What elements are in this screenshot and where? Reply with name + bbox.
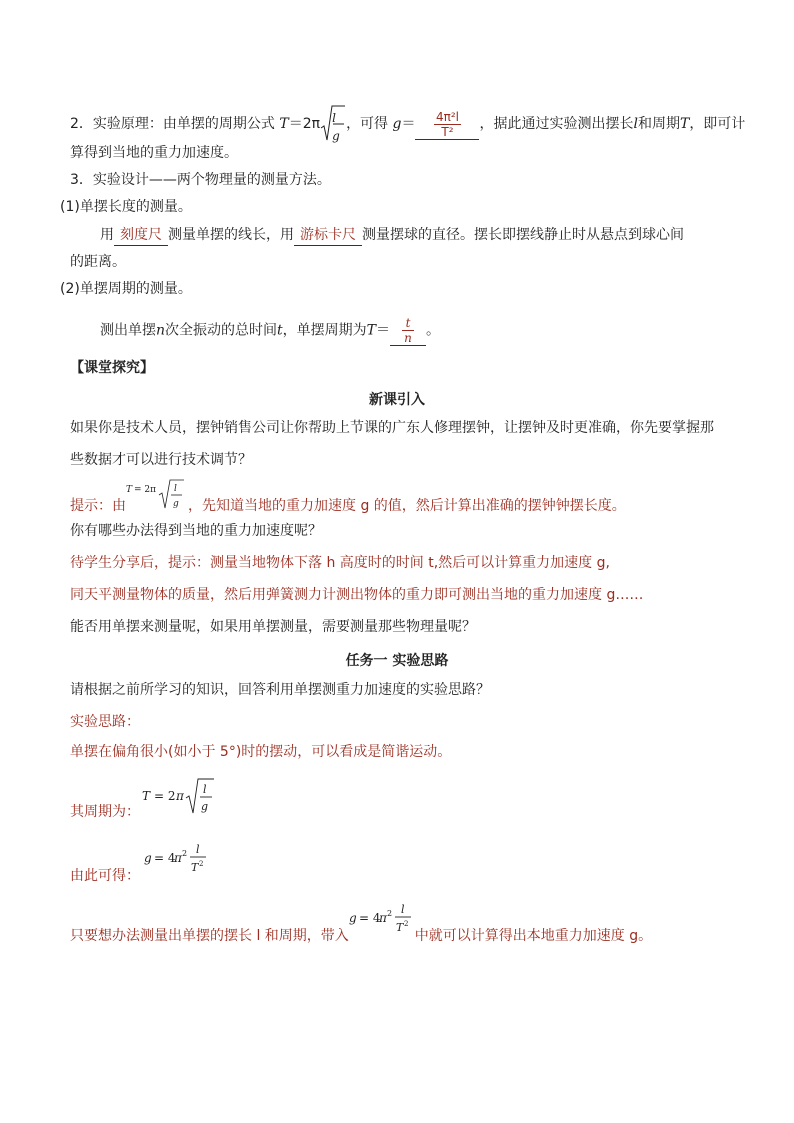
hint-line xyxy=(70,484,626,516)
text-end: 测量摆球的直径。摆长即摆线静止时从悬点到球心间 xyxy=(362,227,684,243)
intro-heading: 新课引入 xyxy=(369,392,425,408)
and-period: 和周期 xyxy=(637,116,680,132)
sqrt-den: g xyxy=(332,129,340,143)
frac-num: 4π²l xyxy=(435,109,459,124)
var-t: t xyxy=(277,322,283,339)
intro-question-line-2: 些数据才可以进行技术调节？ xyxy=(70,452,252,468)
equals: ＝ xyxy=(401,116,416,132)
middle-text: ，可得 xyxy=(346,116,389,132)
length-measure-title: (1)单摆长度的测量。 xyxy=(60,199,192,215)
derive-formula xyxy=(144,838,214,884)
design-heading: 3．实验设计——两个物理量的测量方法。 xyxy=(70,172,331,188)
text-start: 测出单摆 xyxy=(100,322,156,339)
equals2: ＝ xyxy=(376,322,391,339)
intro-question-line-1: 如果你是技术人员，摆钟销售公司让你帮助上节课的广东人修理摆钟，让摆钟及时更准确，你先要掌握那 xyxy=(70,420,714,436)
final-formula xyxy=(348,903,415,946)
derive-label: 由此可得： xyxy=(70,868,140,884)
var-T: T xyxy=(279,116,289,132)
period-label: 其周期为： xyxy=(70,804,140,820)
text-period-end: 。 xyxy=(426,322,441,339)
text-mid2: 次全振动的总时间 xyxy=(165,322,278,339)
svg-text:= 4: = 4 xyxy=(358,911,381,925)
principle-line-2: 算得到当地的重力加速度。 xyxy=(70,145,238,161)
period-measure-title: (2)单摆周期的测量。 xyxy=(60,281,192,297)
suffix-text: ，据此通过实验测出摆长 xyxy=(479,116,634,132)
svg-text:π: π xyxy=(176,789,184,803)
svg-text:π: π xyxy=(378,911,387,925)
svg-text:T: T xyxy=(142,789,151,803)
task1-heading: 任务一 实验思路 xyxy=(345,653,449,669)
frac-num-t: t xyxy=(405,316,411,330)
section-title: 【课堂探究】 xyxy=(70,360,154,376)
intro-question-3: 能否用单摆来测量呢，如果用单摆测量，需要测量那些物理量呢？ xyxy=(70,619,476,635)
intro-answer-1: 待学生分享后，提示：测量当地物体下落 h 高度时的时间 t,然后可以计算重力加速度 g, xyxy=(70,555,610,571)
length-measure-line-2: 的距离。 xyxy=(70,254,126,270)
svg-text:l: l xyxy=(203,783,207,796)
svg-text:2: 2 xyxy=(403,920,409,928)
sqrt-l-over-g xyxy=(320,104,346,144)
svg-text:g: g xyxy=(201,800,209,813)
svg-text:2: 2 xyxy=(386,909,392,918)
svg-text:2: 2 xyxy=(199,860,204,868)
length-measure-line-1 xyxy=(100,225,684,246)
var-T2: T xyxy=(679,116,690,132)
final-prefix: 只要想办法测量出单摆的摆长 l 和周期，带入 xyxy=(70,928,349,944)
end-text: ，即可计 xyxy=(689,116,746,132)
svg-text:g: g xyxy=(348,911,357,925)
svg-text:2: 2 xyxy=(182,849,188,858)
svg-text:T: T xyxy=(191,861,199,874)
frac-den: T² xyxy=(434,124,461,139)
hint-prefix: 提示：由 xyxy=(70,498,126,514)
answer-blank-period xyxy=(390,316,426,346)
final-line xyxy=(70,903,653,946)
svg-text:g: g xyxy=(144,851,152,865)
sqrt-num: l xyxy=(332,111,336,125)
answer-blank-caliper: 游标卡尺 xyxy=(294,225,362,246)
svg-text:= 2π: = 2π xyxy=(134,485,157,495)
text-mid: 测量单摆的线长，用 xyxy=(168,227,294,243)
final-suffix: 中就可以计算得出本地重力加速度 g。 xyxy=(414,928,653,944)
svg-text:T: T xyxy=(395,921,404,934)
var-n: n xyxy=(156,322,166,339)
text-mid3: ，单摆周期为 xyxy=(282,322,367,339)
svg-text:g: g xyxy=(173,499,179,509)
svg-text:l: l xyxy=(174,484,177,494)
intro-answer-2: 同天平测量物体的质量，然后用弹簧测力计测出物体的重力即可测出当地的重力加速度 g…… xyxy=(70,587,644,603)
svg-text:= 4: = 4 xyxy=(154,851,176,865)
intro-question-2: 你有哪些办法得到当地的重力加速度呢？ xyxy=(70,523,322,539)
svg-text:l: l xyxy=(196,843,200,856)
var-T3: T xyxy=(366,322,377,339)
answer-blank-g xyxy=(415,110,479,140)
hint-suffix: ，先知道当地的重力加速度 g 的值，然后计算出准确的摆钟钟摆长度。 xyxy=(188,498,626,514)
hint-formula xyxy=(126,484,188,516)
text-use: 用 xyxy=(100,227,114,243)
frac-den-n: n xyxy=(404,331,412,345)
task1-answer-1: 单摆在偏角很小(如小于 5°)时的摆动，可以看成是简谐运动。 xyxy=(70,744,452,760)
svg-text:l: l xyxy=(400,903,405,916)
svg-text:π: π xyxy=(174,851,182,865)
period-measure-line xyxy=(100,316,440,346)
period-formula xyxy=(140,776,220,820)
task1-label: 实验思路： xyxy=(70,714,140,730)
principle-text: 2．实验原理：由单摆的周期公式 xyxy=(70,116,275,132)
principle-line-1 xyxy=(70,104,745,144)
task1-question: 请根据之前所学习的知识，回答利用单摆测重力加速度的实验思路？ xyxy=(70,682,490,698)
var-g: g xyxy=(392,116,402,132)
svg-text:= 2: = 2 xyxy=(154,789,176,803)
svg-text:T: T xyxy=(126,485,133,495)
answer-blank-ruler: 刻度尺 xyxy=(114,225,168,246)
var-l: l xyxy=(633,116,638,132)
two-pi: ＝2π xyxy=(288,116,321,132)
